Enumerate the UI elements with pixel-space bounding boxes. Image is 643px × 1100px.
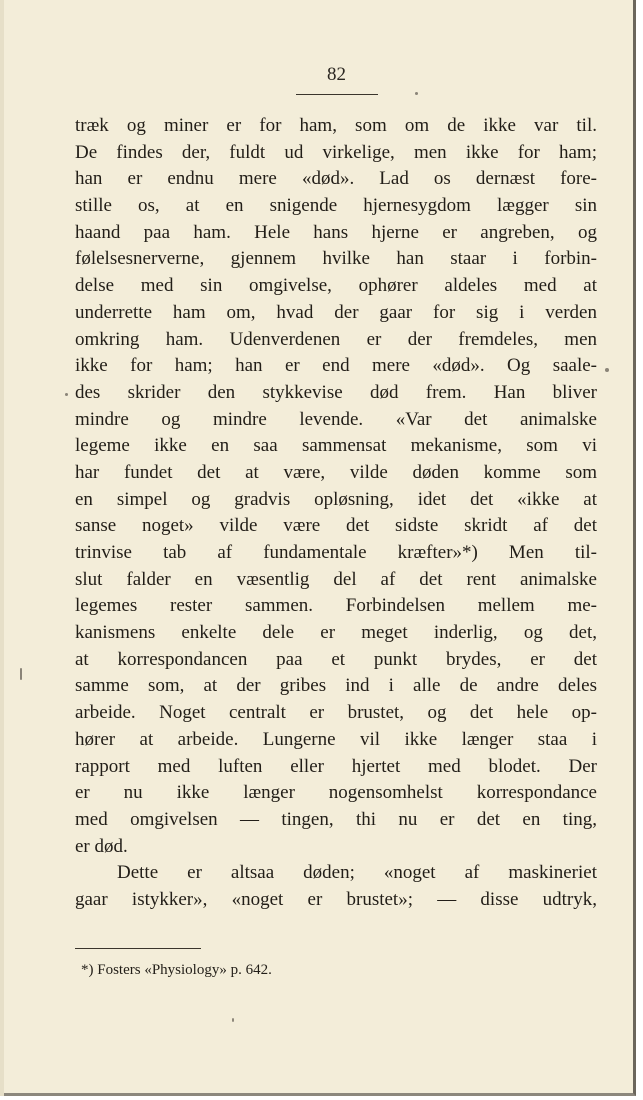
text-line: er nu ikke længer nogensomhelst korrespondance [75,782,597,804]
text-line: underrette ham om, hvad der gaar for sig i verden [75,301,597,323]
text-line: er død. [75,835,128,857]
paper-speck [65,393,68,396]
text-line: ikke for ham; han er end mere «død». Og saale- [75,355,597,377]
text-line: kanismens enkelte dele er meget inderlig, og det, [75,622,597,644]
paper-speck [20,668,22,680]
text-line: hører at arbeide. Lungerne vil ikke længer staa i [75,728,597,750]
text-line: arbeide. Noget centralt er brustet, og det hele op- [75,702,597,724]
text-line: træk og miner er for ham, som om de ikke var til. [75,115,597,136]
text-line: haand paa ham. Hele hans hjerne er angreben, og [75,221,597,243]
paper-speck [232,1018,234,1022]
text-line: De findes der, fuldt ud virkelige, men ikke for ham; [75,141,597,163]
footnote: *) Fosters «Physiology» p. 642. [81,962,272,978]
text-line: sanse noget» vilde være det sidste skridt af det [75,515,597,537]
text-line: gaar istykker», «noget er brustet»; — disse udtryk, [75,888,597,910]
text-line: legemes rester sammen. Forbindelsen mellem me- [75,595,597,617]
text-line: følelsesnerverne, gjennem hvilke han staar i forbin- [75,248,597,270]
text-line: stille os, at en snigende hjernesygdom lægger sin [75,195,597,217]
page-number-rule [296,94,378,95]
text-line: han er endnu mere «død». Lad os dernæst fore- [75,168,597,190]
text-line: samme som, at der gribes ind i alle de andre deles [75,675,597,697]
paper-speck [605,368,609,372]
text-line: slut falder en væsentlig del af det rent animalske [75,568,597,590]
text-line: omkring ham. Udenverdenen er der fremdeles, men [75,328,597,350]
text-line: Dette er altsaa døden; «noget af maskineriet [117,862,597,884]
text-line: rapport med luften eller hjertet med blodet. Der [75,755,597,777]
text-line: har fundet det at være, vilde døden komme som [75,461,597,483]
text-line: at korrespondancen paa et punkt brydes, er det [75,648,597,670]
page-number: 82 [327,64,346,85]
footnote-rule [75,948,201,949]
page-edge [0,0,4,1096]
text-line: trinvise tab af fundamentale kræfter»*) Men til- [75,542,597,563]
text-line: med omgivelsen — tingen, thi nu er det en ting, [75,808,597,830]
text-line: mindre og mindre levende. «Var det animalske [75,408,597,430]
text-line: en simpel og gradvis opløsning, idet det «ikke at [75,488,597,510]
text-line: legeme ikke en saa sammensat mekanisme, som vi [75,435,597,457]
body-text [75,113,597,914]
paper-speck [415,92,418,95]
text-line: des skrider den stykkevise død frem. Han bliver [75,381,597,403]
text-line: delse med sin omgivelse, ophører aldeles med at [75,275,597,297]
